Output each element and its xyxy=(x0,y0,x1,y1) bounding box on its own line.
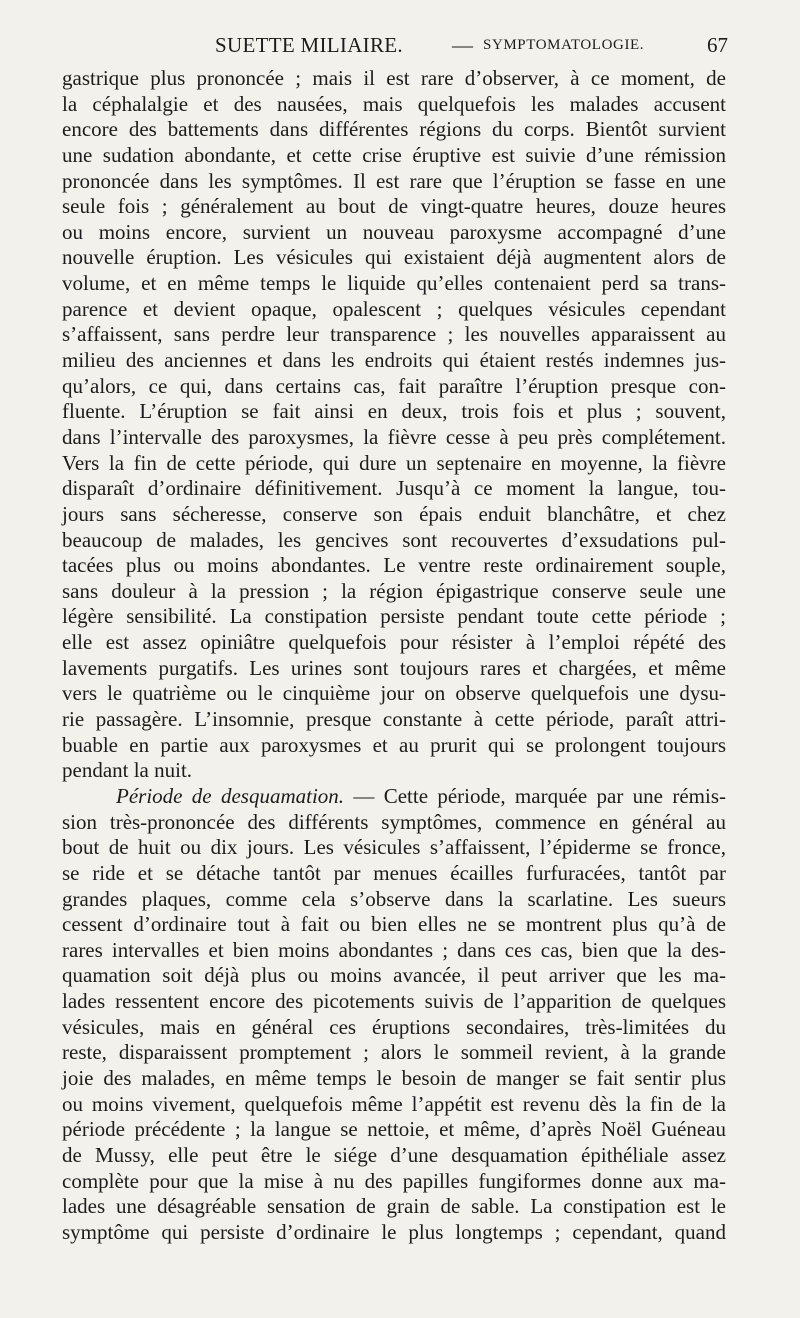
text-line: lavements purgatifs. Les urines sont toujours rares et chargées, et même xyxy=(62,655,726,680)
text-line: de Mussy, elle peut être le siége d’une desquamation épithéliale assez xyxy=(62,1142,726,1167)
text-line: symptôme qui persiste d’ordinaire le plus longtemps ; cependant, quand xyxy=(62,1219,726,1244)
text-line: buable en partie aux paroxysmes et au prurit qui se prolongent toujours xyxy=(62,732,726,757)
text-line: bout de huit ou dix jours. Les vésicules s’affaissent, l’épiderme se fronce, xyxy=(62,835,726,860)
text-line: s’affaissent, sans perdre leur transparence ; les nouvelles apparaissent au xyxy=(62,322,726,347)
section-first-line xyxy=(62,784,726,810)
text-line: seule fois ; généralement au bout de vingt-quatre heures, douze heures xyxy=(62,194,726,219)
paragraph-end-line: pendant la nuit. xyxy=(62,758,193,783)
text-line: reste, disparaissent promptement ; alors le sommeil revient, à la grande xyxy=(62,1040,726,1065)
text-line: grandes plaques, comme cela s’observe dans la scarlatine. Les sueurs xyxy=(62,886,726,911)
text-line: Vers la fin de cette période, qui dure un septenaire en moyenne, la fièvre xyxy=(62,450,726,475)
text-line: tacées plus ou moins abondantes. Le ventre reste ordinairement souple, xyxy=(62,553,726,578)
text-line: la céphalalgie et des nausées, mais quelquefois les malades accusent xyxy=(62,91,726,116)
text-line: rares intervalles et bien moins abondantes ; dans ces cas, bien que la des- xyxy=(62,937,726,962)
text-line: disparaît d’ordinaire définitivement. Jusqu’à ce moment la langue, tou- xyxy=(62,476,726,501)
text-line: beaucoup de malades, les gencives sont recouvertes d’exsudations pul- xyxy=(62,527,726,552)
text-line xyxy=(62,1245,726,1271)
running-header xyxy=(60,33,728,61)
text-line: se ride et se détache tantôt par menues écailles furfuracées, tantôt par xyxy=(62,860,726,885)
text-line: ou moins vivement, quelquefois même l’appétit est revenu dès la fin de la xyxy=(62,1091,726,1116)
text-line: volume, et en même temps le liquide qu’elles contenaient perd sa trans- xyxy=(62,271,726,296)
text-line: dans l’intervalle des paroxysmes, la fièvre cesse à peu près complétement. xyxy=(62,424,726,449)
text-line: parence et devient opaque, opalescent ; quelques vésicules cependant xyxy=(62,296,726,321)
text-line: légère sensibilité. La constipation persiste pendant toute cette période ; xyxy=(62,604,726,629)
text-line: cessent d’ordinaire tout à fait ou bien elles ne se montrent plus qu’à de xyxy=(62,912,726,937)
text-line: prononcée dans les symptômes. Il est rare que l’éruption se fasse en une xyxy=(62,168,726,193)
text-line: joie des malades, en même temps le besoin de manger se fait sentir plus xyxy=(62,1065,726,1090)
text-line: encore des battements dans différentes régions du corps. Bientôt survient xyxy=(62,117,726,142)
text-line: sion très-prononcée des différents symptômes, commence en général au xyxy=(62,809,726,834)
page-number: 67 xyxy=(707,33,728,57)
text-line: lades une désagréable sensation de grain de sable. La constipation est le xyxy=(62,1194,726,1219)
text-line: elle est assez opiniâtre quelquefois pour résister à l’emploi répété des xyxy=(62,630,726,655)
section-heading: Période de desquamation. xyxy=(116,783,345,808)
text-line: période précédente ; la langue se nettoie, et même, d’après Noël Guéneau xyxy=(62,1117,726,1142)
section-first-line-text: — Cette période, marquée par une rémis- xyxy=(344,783,726,808)
text-line: rie passagère. L’insomnie, presque constante à cette période, paraît attri- xyxy=(62,707,726,732)
text-line: complète pour que la mise à nu des papilles fungiformes donne aux ma- xyxy=(62,1168,726,1193)
text-line: sans douleur à la pression ; la région épigastrique conserve seule une xyxy=(62,578,726,603)
text-line: vésicules, mais en général ces éruptions secondaires, très-limitées du xyxy=(62,1014,726,1039)
text-line: milieu des anciennes et dans les endroits qui étaient restés indemnes jus- xyxy=(62,348,726,373)
text-line: une sudation abondante, et cette crise éruptive est suivie d’une rémission xyxy=(62,142,726,167)
body-text xyxy=(62,66,726,1271)
text-line: jours sans sécheresse, conserve son épais enduit blanchâtre, et chez xyxy=(62,501,726,526)
text-line: gastrique plus prononcée ; mais il est rare d’observer, à ce moment, de xyxy=(62,66,726,90)
running-title: SUETTE MILIAIRE. xyxy=(215,33,403,57)
text-line: nouvelle éruption. Les vésicules qui existaient déjà augmentent alors de xyxy=(62,245,726,270)
header-separator: — xyxy=(452,33,473,57)
text-line: vers le quatrième ou le cinquième jour on observe quelquefois une dysu- xyxy=(62,681,726,706)
text-line: fluente. L’éruption se fait ainsi en deux, trois fois et plus ; souvent, xyxy=(62,399,726,424)
text-line: qu’alors, ce qui, dans certains cas, fait paraître l’éruption presque con- xyxy=(62,373,726,398)
text-line: lades ressentent encore des picotements suivis de l’apparition de quelques xyxy=(62,989,726,1014)
text-line: ou moins encore, survient un nouveau paroxysme accompagné d’une xyxy=(62,219,726,244)
text-line: quamation soit déjà plus ou moins avancée, il peut arriver que les ma- xyxy=(62,963,726,988)
running-subtitle: SYMPTOMATOLOGIE. xyxy=(483,37,645,53)
